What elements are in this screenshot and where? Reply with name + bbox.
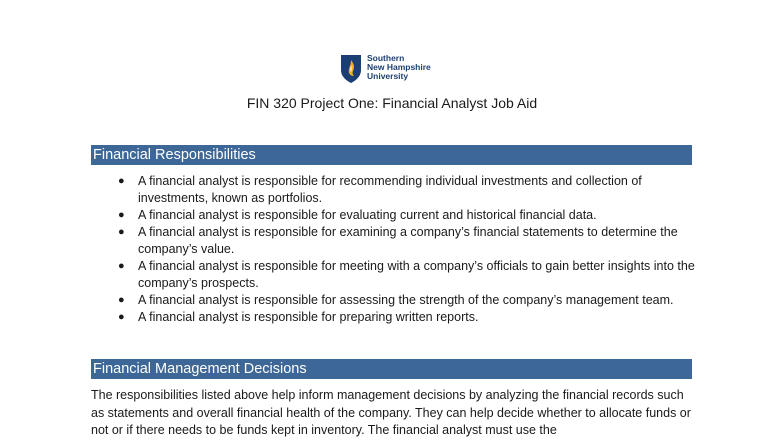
list-item bbox=[118, 258, 698, 292]
bullet-dot-icon: ● bbox=[118, 226, 125, 238]
logo-line: University bbox=[367, 71, 409, 81]
section-heading-management-decisions: Financial Management Decisions bbox=[91, 359, 692, 379]
bullet-dot-icon: ● bbox=[118, 175, 125, 187]
logo-line: New Hampshire bbox=[367, 62, 431, 72]
bullet-dot-icon: ● bbox=[118, 311, 125, 323]
bullet-dot-icon: ● bbox=[118, 260, 125, 272]
snhu-shield-icon bbox=[340, 54, 362, 84]
list-item-text: A financial analyst is responsible for recommending individual investments and collection of investments, known as portfolios. bbox=[138, 174, 642, 205]
list-item-text: A financial analyst is responsible for examining a company’s financial statements to determine the company’s value. bbox=[138, 225, 678, 256]
section-heading-responsibilities: Financial Responsibilities bbox=[91, 145, 692, 165]
list-item bbox=[118, 309, 698, 326]
logo-line: Southern bbox=[367, 53, 405, 63]
list-item bbox=[118, 173, 698, 207]
bullet-dot-icon: ● bbox=[118, 209, 125, 221]
university-logo bbox=[340, 54, 431, 84]
list-item bbox=[118, 224, 698, 258]
list-item-text: A financial analyst is responsible for preparing written reports. bbox=[138, 310, 479, 324]
list-item bbox=[118, 207, 698, 224]
document-title: FIN 320 Project One: Financial Analyst Job Aid bbox=[246, 95, 538, 111]
list-item-text: A financial analyst is responsible for meeting with a company’s officials to gain better insights into the company’s prospects. bbox=[138, 259, 695, 290]
bullet-dot-icon: ● bbox=[118, 294, 125, 306]
list-item-text: A financial analyst is responsible for assessing the strength of the company’s management team. bbox=[138, 293, 674, 307]
list-item-text: A financial analyst is responsible for evaluating current and historical financial data. bbox=[138, 208, 597, 222]
management-decisions-paragraph: The responsibilities listed above help inform management decisions by analyzing the financial records such as statements and overall financial health of the company. They can help decide whether to allocate funds or not or if there needs to be funds kept in inventory. The financial analyst must use the bbox=[91, 388, 691, 437]
logo-wordmark bbox=[367, 54, 431, 81]
list-item bbox=[118, 292, 698, 309]
responsibilities-list bbox=[118, 173, 698, 326]
